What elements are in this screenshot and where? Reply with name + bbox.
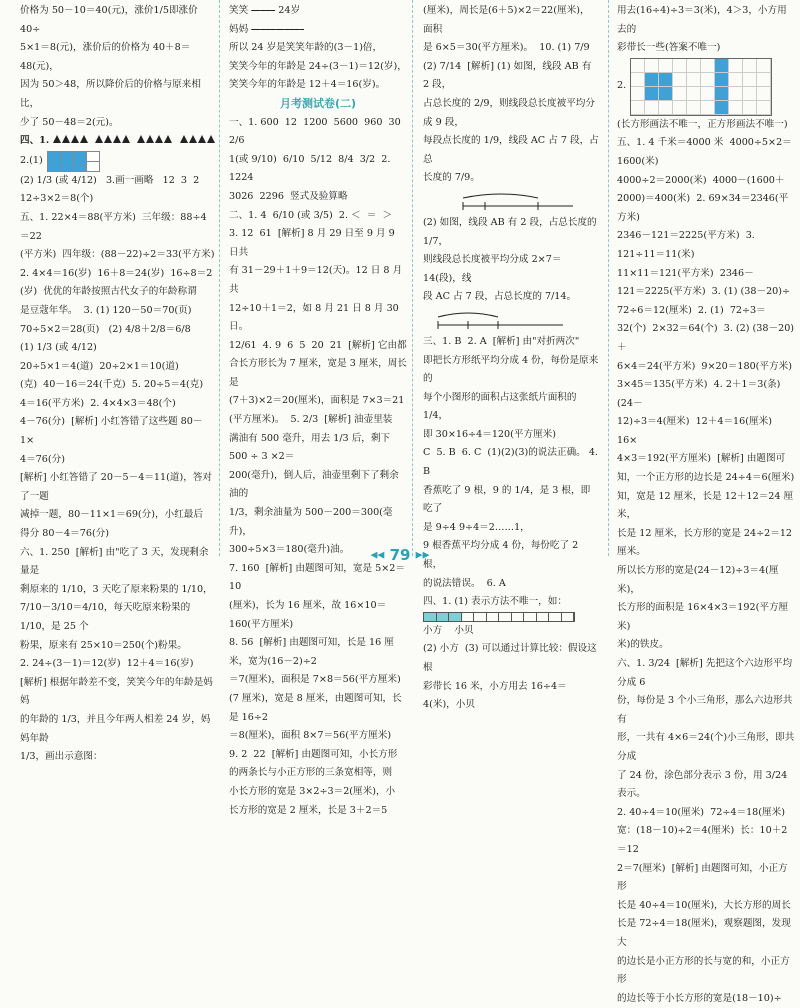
text-line: 得分 80－4＝76(分)	[20, 528, 110, 540]
text-line: C 5. B 6. C (1)(2)(3)的说法正确。 4. B	[423, 447, 602, 478]
text-line: 7/10－3/10＝4/10，每天吃原来粉果的 1/10，是 25 个	[20, 602, 194, 632]
text-line: 因为 50＞48，所以降价后的价格与原来相比，	[20, 79, 201, 109]
text-line: 合长方形长为 7 厘米，宽是 3 厘米，周长是	[229, 358, 407, 388]
text-line: 粉果，原来有 25×10＝250(个)粉果。	[20, 639, 187, 651]
text-line: 11×11＝121(平方米) 2346－	[617, 267, 754, 279]
text-line: 六、1. 250 [解析] 由"吃了 3 天，发现剩余量是	[20, 546, 209, 577]
text-line: 是豆蔻年华。 3. (1) 120－50＝70(页)	[20, 304, 192, 316]
text-line: 2.	[617, 80, 627, 92]
text-line: 知，一个正方形的边长是 24÷4＝6(厘米)	[617, 472, 795, 484]
triangle-figure-row	[20, 132, 216, 151]
text-line: 五、1. 22×4＝88(平方米) 三年级：88÷4＝22	[20, 211, 207, 242]
square-grid-figure	[630, 58, 772, 116]
text-line: 份，每份是 3 个小三角形，那么六边形共有	[617, 695, 793, 725]
text-line: (平方米) 四年级：(88－22)÷2＝33(平方米)	[20, 249, 215, 261]
grid-figure-row	[617, 58, 795, 116]
text-line: 3026 2296 竖式及验算略	[229, 190, 348, 202]
text-line: 有 31－29＋1＋9＝12(天)。12 日 8 月共	[229, 265, 403, 295]
text-line: 20÷5×1＝4(道) 20÷2×1＝10(道)	[20, 360, 179, 372]
text-line: 6×4＝24(平方米) 9×20＝180(平方米)	[617, 360, 792, 372]
text-line: 7. 160 [解析] 由题图可知，宽是 5×2＝10	[229, 562, 405, 593]
grid-figure-row	[20, 151, 216, 172]
text-line: 12)÷3＝4(厘米) 12＋4＝16(厘米) 16×	[617, 416, 779, 446]
text-line: (克) 40－16＝24(千克) 5. 20÷5＝4(克)	[20, 379, 204, 391]
text-line: 4＝76(分)	[20, 453, 65, 465]
section-title: 月考测试卷(二)	[279, 96, 357, 110]
column-3	[423, 2, 602, 711]
text-line: 4×3＝192(平方厘米) [解析] 由题图可	[617, 453, 786, 465]
text-line: (7＋3)×2＝20(厘米)，面积是 7×3＝21	[229, 395, 405, 407]
text-line: 长度的 7/9。	[423, 172, 480, 184]
text-line: 12/61 4. 9 6 5 20 21 [解析] 它由都	[229, 339, 407, 351]
text-line: 了 24 份，涂色部分表示 3 份，用 3/24 表示。	[617, 769, 791, 800]
text-line: 四、1. (1) 表示方法不唯一，如：	[423, 596, 567, 608]
text-line: 4000÷2＝2000(米) 4000－(1600＋	[617, 174, 785, 186]
text-line: 五、1. 4 千米＝4000 米 4000÷5×2＝1600(米)	[617, 137, 792, 167]
text-line: 3×45＝135(平方米) 4. 2＋1＝3(条) (24－	[617, 379, 787, 409]
text-line: 三、1. B 2. A [解析] 由"对折两次"	[423, 335, 580, 347]
text-line: 长方形的宽是 2 厘米，长是 3＋2＝5	[229, 804, 388, 816]
text-line: (2) 如图，线段 AB 有 2 段，占总长度的 1/7，	[423, 216, 600, 247]
text-line: 121＝2225(平方米) 3. (1) (38－20)÷	[617, 286, 791, 298]
text-line: (厘米)，长为 16 厘米，故 16×10＝160(平方厘米)	[229, 600, 387, 630]
page-number-footer	[0, 546, 800, 564]
text-line: 2. 4×4＝16(岁) 16＋8＝24(岁) 16÷8＝2	[20, 267, 213, 279]
text-line: 剩原来的 1/10，3 天吃了原来粉果的 1/10，	[20, 583, 213, 595]
text-line: 12÷3×2＝8(个)	[20, 193, 94, 205]
text-line: 1(或 9/10) 6/10 5/12 8/4 3/2 2. 1224	[229, 153, 394, 184]
text-line: 8. 56 [解析] 由题图可知，长是 16 厘米，宽为(16－2)÷2	[229, 637, 394, 667]
text-line: 二、1. 4 6/10 (或 3/5) 2. ＜ ＝ ＞	[229, 209, 393, 221]
text-line: 12÷10＋1＝2，如 8 月 21 日 8 月 30 日。	[229, 302, 402, 333]
text-line: (岁) 优优的年龄按照古代女子的年龄称谓	[20, 286, 197, 298]
text-line: (2) 小方 (3) 可以通过计算比较：假设这根	[423, 643, 597, 673]
text-line: 妈妈 ⎯⎯⎯⎯⎯⎯⎯⎯⎯⎯⎯	[229, 23, 305, 35]
text-line: 彩带长 16 米，小方用去 16÷4＝4(米)，小贝	[423, 680, 567, 711]
text-line: 的说法错误。 6. A	[423, 577, 506, 589]
text-line: 宽：(18－10)÷2＝4(厘米) 长：10＋2＝12	[617, 825, 788, 855]
column-divider	[219, 0, 220, 556]
text-line: 满油有 500 毫升，用去 1/3 后，剩下 500 ÷ 3 ×2＝	[229, 432, 394, 463]
text-line: 笑笑今年的年龄是 12＋4＝16(岁)。	[229, 79, 386, 91]
text-line: 的两条长与小正方形的三条宽相等，则	[229, 767, 393, 779]
text-line: (2) 7/14 [解析] (1) 如图，线段 AB 有 2 段，	[423, 60, 595, 91]
column-4	[617, 2, 796, 1004]
column-divider	[608, 0, 609, 556]
text-line: 彩带长一些(答案不唯一)	[617, 42, 721, 54]
text-line: 笑笑 ⎯⎯⎯⎯⎯ 24岁	[229, 5, 301, 16]
text-line: 知，宽是 12 厘米，长是 12＋12＝24 厘米，	[617, 490, 794, 521]
text-line: 即 30×16÷4＝120(平方厘米)	[423, 428, 557, 440]
text-line: 每个小图形的面积占这张纸片面积的 1/4，	[423, 391, 580, 422]
text-line: ＝7(厘米)，面积是 7×8＝56(平方厘米)	[229, 674, 401, 686]
text-line: 1/3，画出示意图：	[20, 751, 103, 763]
text-line: [解析] 根据年龄差不变，笑笑今年的年龄是妈妈	[20, 676, 213, 707]
text-line: 一、1. 600 12 1200 5600 960 30 2/6	[229, 116, 407, 147]
text-line: 每段点长度的 1/9，线段 AC 占 7 段，占总	[423, 135, 599, 165]
prev-arrow-icon: ◀◀	[370, 550, 385, 561]
next-arrow-icon: ▶▶	[415, 550, 430, 561]
text-line: 300÷5×3＝180(毫升)油。	[229, 544, 350, 556]
text-line: 香蕉吃了 9 根，9 的 1/4，是 3 根，即吃了	[423, 484, 591, 515]
text-line: 占总长度的 2/9，则线段总长度被平均分成 9 段，	[423, 97, 595, 128]
text-line: 9. 2 22 [解析] 由题图可知，小长方形	[229, 748, 398, 760]
text-line: 长是 72÷4＝18(厘米)，观察题图，发现大	[617, 918, 791, 948]
text-line: ＝8(厘米)，面积 8×7＝56(平方厘米)	[229, 730, 392, 742]
triangles-figure	[53, 132, 215, 151]
text-line: 9 根香蕉平均分成 4 份，每份吃了 2 根，	[423, 540, 582, 571]
text-line: 段 AC 占 7 段，占总长度的 7/14。	[423, 291, 577, 303]
text-line: 是 6×5＝30(平方厘米)。 10. (1) 7/9	[423, 42, 590, 54]
text-line: 的年龄的 1/3，并且今年两人相差 24 岁，妈妈年龄	[20, 713, 211, 744]
text-line: (平方厘米)。 5. 2/3 [解析] 油壶里装	[229, 414, 393, 426]
text-line: 70÷5×2＝28(页) (2) 4/8＋2/8＝6/8	[20, 323, 191, 335]
ribbon-bar-figure	[423, 612, 575, 622]
page-number: 79	[389, 546, 411, 564]
text-line: 2＝7(厘米) [解析] 由题图可知，小正方形	[617, 862, 788, 893]
segment-figure-1	[423, 188, 599, 214]
text-line: (2) 1/3 (或 4/12) 3.画一画略 12 3 2	[20, 174, 200, 186]
text-line: 5×1＝8(元)，涨价后的价格为 40＋8＝48(元)，	[20, 42, 191, 72]
text-line: 米)的铁皮。	[617, 639, 669, 651]
text-line: 长是 40÷4＝10(厘米)，大长方形的周长	[617, 899, 791, 911]
text-line: 价格为 50－10＝40(元)，涨价1/5即涨价 40÷	[20, 5, 201, 35]
text-line: (长方形画法不唯一，正方形画法不唯一)	[617, 118, 788, 130]
text-line: 32(个) 2×32＝64(个) 3. (2) (38－20)＋	[617, 323, 795, 353]
section-label: 四、1.	[20, 135, 50, 147]
bar-labels: 小方 小贝	[423, 624, 474, 636]
text-line: 是 9÷4 9÷4＝2……1，	[423, 521, 530, 533]
text-line: 六、1. 3/24 [解析] 先把这个六边形平均分成 6	[617, 658, 793, 688]
text-line: [解析] 小红答错了 20－5－4＝11(道)，答对了一题	[20, 472, 213, 502]
text-line: 形，一共有 4×6＝24(个)小三角形，即共分成	[617, 732, 795, 762]
shaded-grid-figure	[47, 151, 100, 172]
text-line: 长方形的面积是 16×4×3＝192(平方厘米)	[617, 602, 789, 632]
segment-line-svg	[423, 307, 593, 333]
text-line: 4－76(分) [解析] 小红答错了这些题 80－1×	[20, 416, 203, 447]
text-line: 2. 24÷(3－1)＝12(岁) 12＋4＝16(岁)	[20, 658, 194, 670]
text-line: 所以长方形的宽是(24－12)÷3＝4(厘米)，	[617, 565, 779, 595]
text-line: 的边长等于小长方形的宽是(18－10)÷	[617, 992, 782, 1004]
text-line: 2.(1)	[20, 154, 43, 166]
text-line: (1) 1/3 (或 4/12)	[20, 342, 97, 354]
text-line: 笑笑今年的年龄是 24÷(3－1)＝12(岁)，	[229, 60, 407, 72]
text-line: 小长方形的宽是 3×2÷3＝2(厘米)，小	[229, 785, 396, 797]
segment-figure-2	[423, 307, 599, 333]
segment-line-svg	[423, 188, 593, 214]
text-line: 用去(16÷4)÷3＝3(米)，4＞3，小方用去的	[617, 5, 787, 35]
text-line: 即把长方形纸平均分成 4 份，每份是原来的	[423, 354, 599, 385]
text-line: 1/3，剩余油量为 500－200＝300(毫升)，	[229, 507, 393, 537]
text-line: 少了 50－48＝2(元)。	[20, 116, 119, 128]
text-line: 3. 12 61 [解析] 8 月 29 日至 9 月 9 日共	[229, 228, 398, 258]
text-line: 200(毫升)，倒人后，油壶里剩下了剩余油的	[229, 469, 399, 500]
text-line: 2. 40÷4＝10(厘米) 72÷4＝18(厘米)	[617, 806, 785, 818]
text-line: 2000)＝400(米) 2. 69×34＝2346(平方米)	[617, 193, 789, 223]
text-line: 4＝16(平方米) 2. 4×4×3＝48(个)	[20, 397, 176, 409]
text-line: 长是 12 厘米，长方形的宽是 24÷2＝12 厘米。	[617, 527, 796, 558]
text-line: 减掉一题，80－11×1＝69(分)，小红最后	[20, 509, 203, 521]
text-line: 2346－121＝2225(平方米) 3. 121÷11＝11(米)	[617, 230, 758, 260]
text-line: 的边长是小正方形的长与宽的和，小正方形	[617, 955, 790, 986]
column-divider	[412, 0, 413, 556]
text-line: (厘米)，周长是(6＋5)×2＝22(厘米)，面积	[423, 5, 590, 35]
text-line: 则线段总长度被平均分成 2×7＝14(段)，线	[423, 254, 562, 284]
text-line: 72÷6＝12(厘米) 2. (1) 72÷3＝	[617, 304, 766, 316]
column-1	[20, 2, 216, 763]
text-line: 所以 24 岁是笑笑年龄的(3－1)倍，	[229, 42, 383, 54]
text-line: (7 厘米)，宽是 8 厘米，由题图可知，长是 16÷2	[229, 692, 402, 723]
